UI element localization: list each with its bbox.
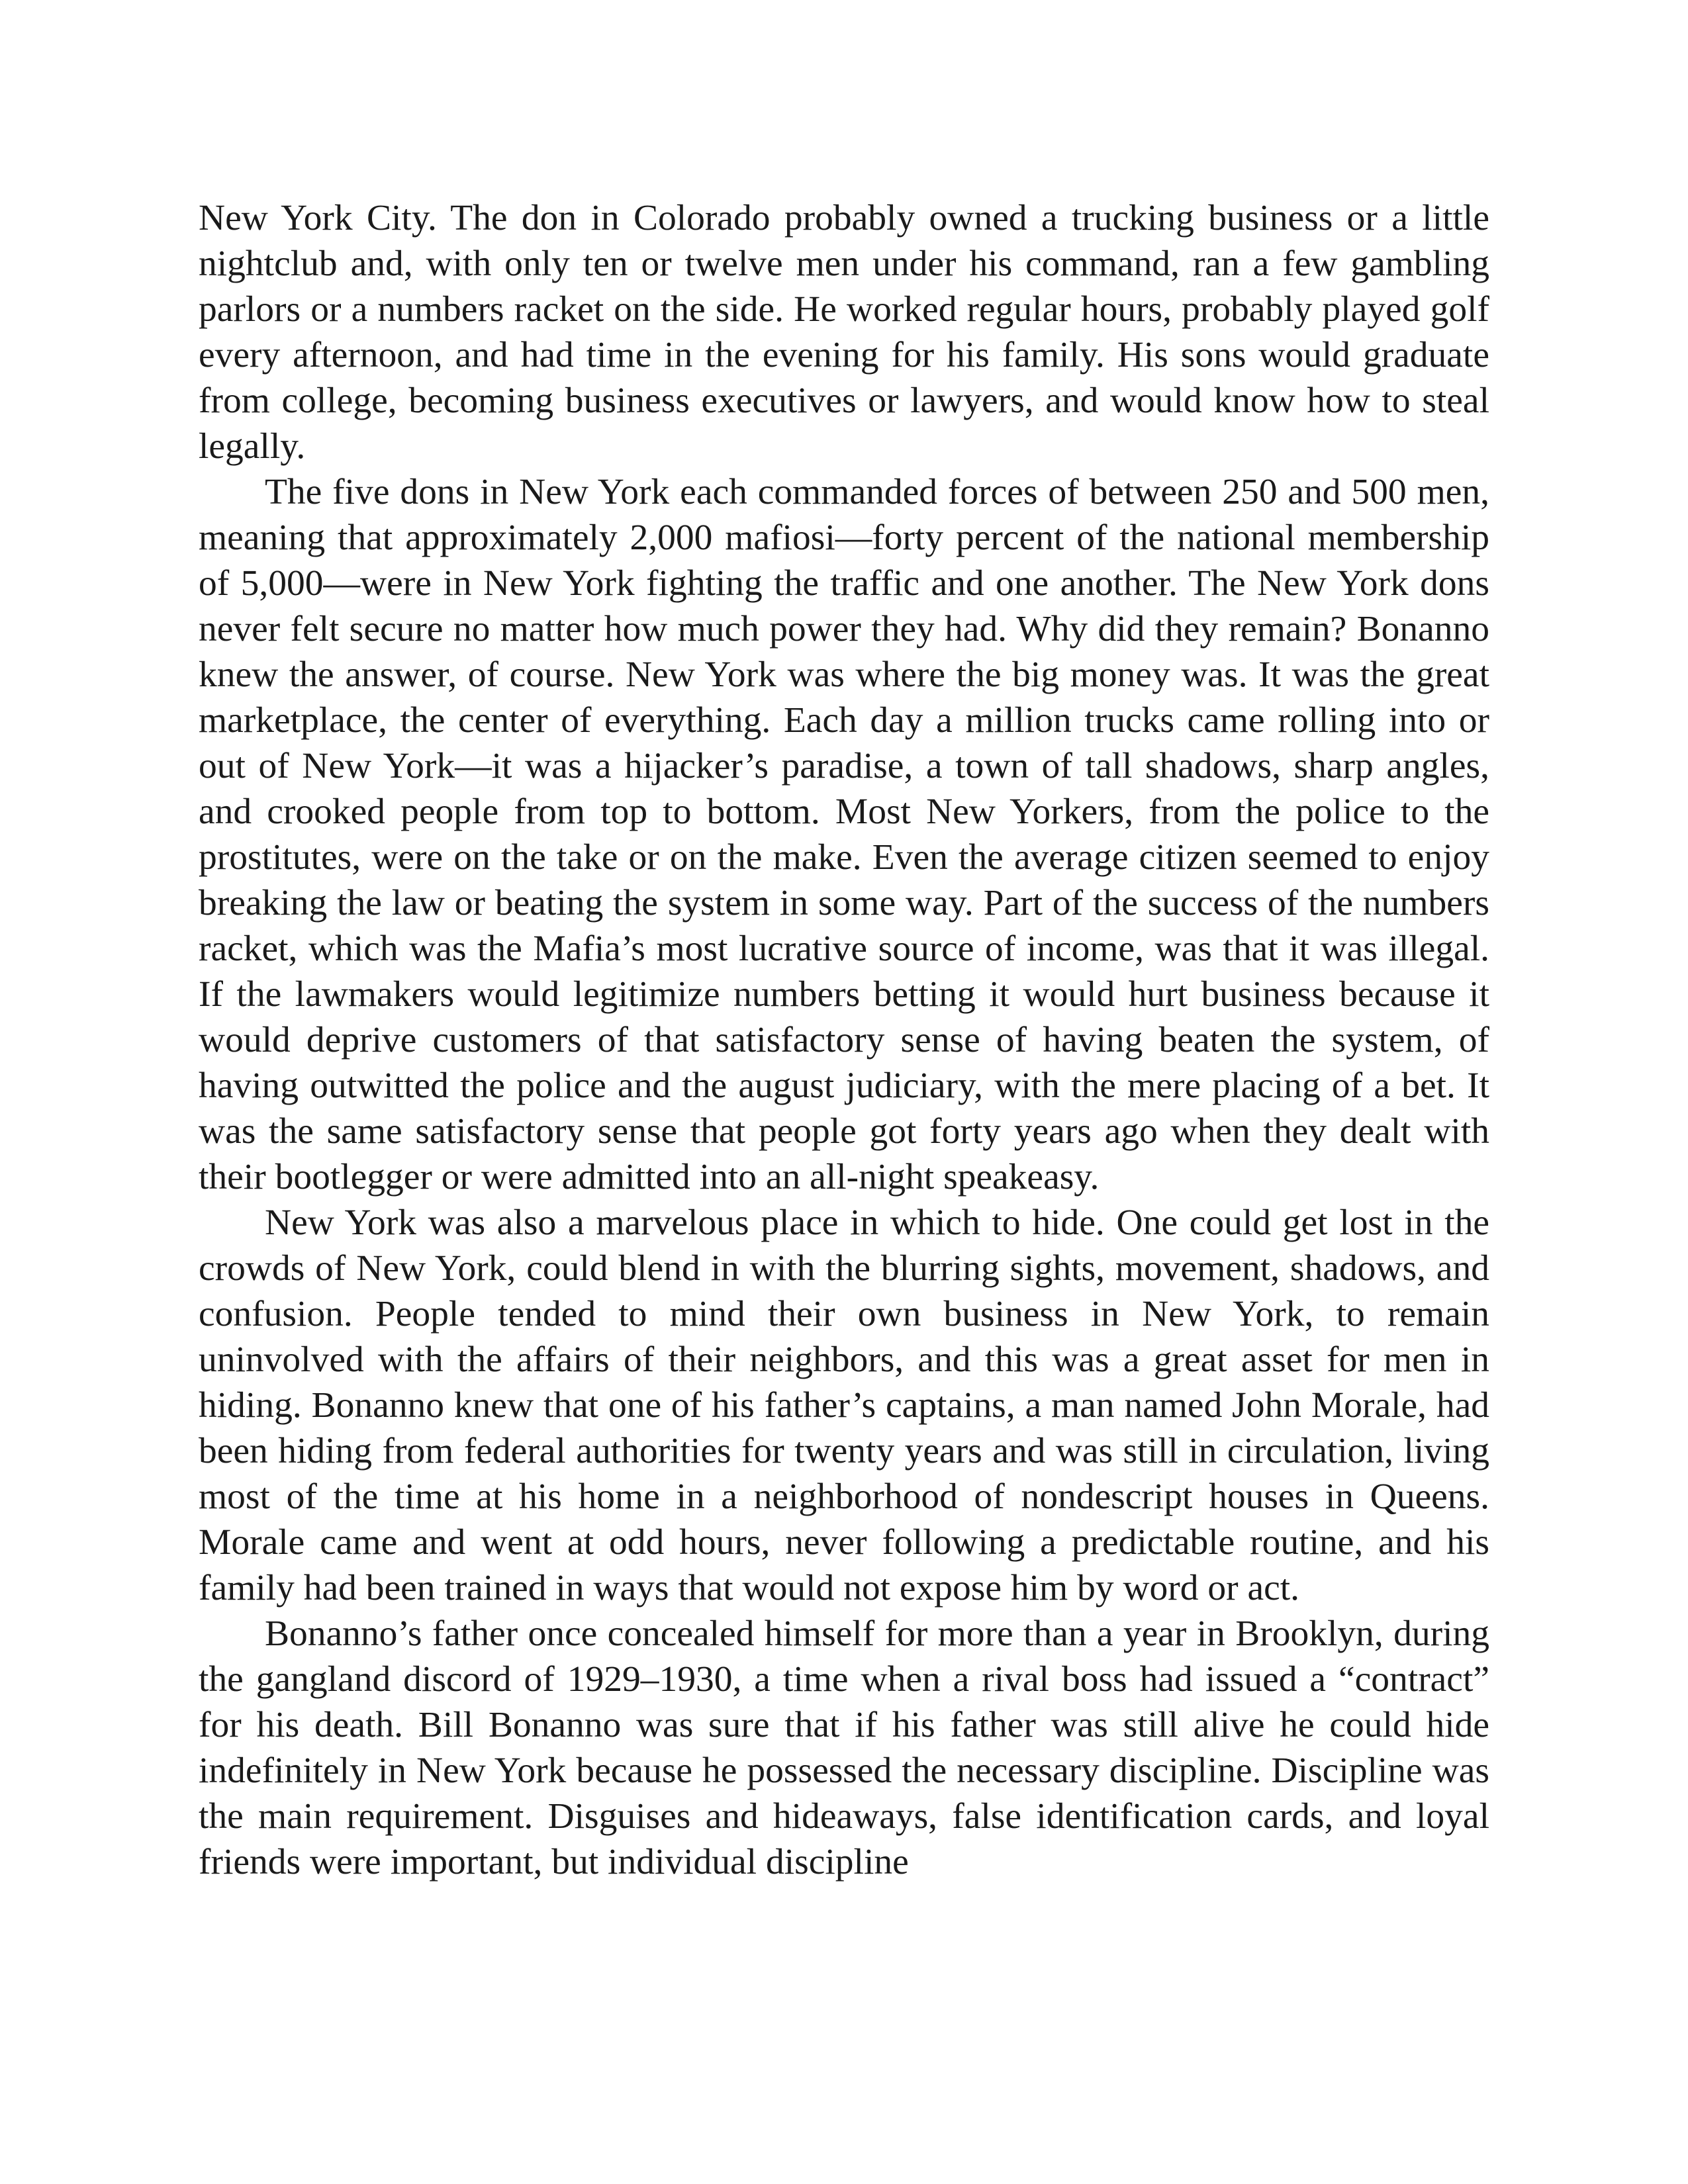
paragraph-1: New York City. The don in Colorado probably owned a trucking business or a little nightclub and, with only ten or twelve men under his command, ran a few gambling parlors or a numbers racket on the side. He worked regular hours, probably played golf every afternoon, and had time in the evening for his family. His sons would graduate from college, becoming business executives or lawyers, and would know how to steal legally. xyxy=(199,198,1489,467)
paragraph-4: Bonanno’s father once concealed himself for more than a year in Brooklyn, during the gangland discord of 1929–1930, a time when a rival boss had issued a “contract” for his death. Bill Bonanno was sure that if his father was still alive he could hide indefinitely in New York because he possessed the necessary discipline. Discipline was the main requirement. Disguises and hideaways, false identification cards, and loyal friends were important, but individual discipline xyxy=(199,1614,1489,1882)
paragraph-3: New York was also a marvelous place in which to hide. One could get lost in the crowds of New York, could blend in with the blurring sights, movement, shadows, and confusion. People tended to mind their own business in New York, to remain uninvolved with the affairs of their neighbors, and this was a great asset for men in hiding. Bonanno knew that one of his father’s captains, a man named John Morale, had been hiding from federal authorities for twenty years and was still in circulation, living most of the time at his home in a neighborhood of nondescript houses in Queens. Morale came and went at odd hours, never following a predictable routine, and his family had been trained in ways that would not expose him by word or act. xyxy=(199,1203,1489,1608)
document-page xyxy=(199,195,1489,1885)
paragraph-2: The five dons in New York each commanded forces of between 250 and 500 men, meaning that approximately 2,000 mafiosi—forty percent of the national membership of 5,000—were in New York fighting the traffic and one another. The New York dons never felt secure no matter how much power they had. Why did they remain? Bonanno knew the answer, of course. New York was where the big money was. It was the great marketplace, the center of everything. Each day a million trucks came rolling into or out of New York—it was a hijacker’s paradise, a town of tall shadows, sharp angles, and crooked people from top to bottom. Most New Yorkers, from the police to the prostitutes, were on the take or on the make. Even the average citizen seemed to enjoy breaking the law or beating the system in some way. Part of the success of the numbers racket, which was the Mafia’s most lucrative source of income, was that it was illegal. If the lawmakers would legitimize numbers betting it would hurt business because it would deprive customers of that satisfactory sense of having beaten the system, of having outwitted the police and the august judiciary, with the mere placing of a bet. It was the same satisfactory sense that people got forty years ago when they dealt with their bootlegger or were admitted into an all-night speakeasy. xyxy=(199,472,1489,1197)
